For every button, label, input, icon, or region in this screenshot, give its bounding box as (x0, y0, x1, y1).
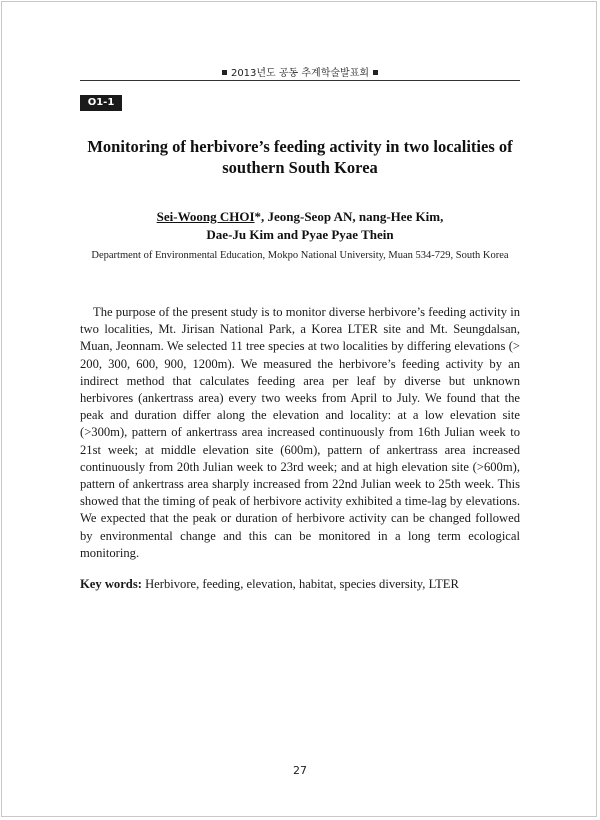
keywords (80, 576, 520, 593)
keywords-label: Key words: (80, 577, 142, 591)
running-header (0, 64, 600, 79)
affiliation: Department of Environmental Education, Mokpo National University, Muan 534-729, South Korea (91, 250, 509, 261)
session-code-badge: O1-1 (80, 95, 122, 111)
author-line-2: Dae-Ju Kim and Pyae Pyae Thein (206, 227, 394, 242)
square-bullet-icon (373, 70, 378, 75)
author-list (70, 208, 530, 244)
presenting-author: Sei-Woong CHOI (156, 209, 255, 224)
header-rule (80, 80, 520, 81)
author-line-1 (70, 208, 530, 226)
keywords-list: Herbivore, feeding, elevation, habitat, species diversity, LTER (145, 577, 459, 591)
abstract-body: The purpose of the present study is to monitor diverse herbivore’s feeding activity in two localities, Mt. Jirisan National Park, a Korea LTER site and Mt. Seungdalsan, Muan, Jeonnam. We selected 11 tree species at two localities by differing elevations (> 200, 300, 600, 900, 1200m). We measured the herbivore’s feeding activity by an indirect method that calculates feeding area per leaf by diverse but unknown herbivores (ankertrass area) every two weeks from April to July. We found that the peak and duration differ along the elevation and locality: at a low elevation site (>300m), pattern of ankertrass area increased continuously from 16th Julian week to 21st week; at middle elevation site (600m), pattern of ankertrass area increased continuously from 20th Julian week to 23rd week; and at high elevation site (>600m), pattern of ankertrass area sharply increased from 22nd Julian week to 25th week. This showed that the timing of peak of herbivore activity exhibited a time-lag by elevations. We expected that the peak or duration of herbivore activity can be changed followed by environmental change and this can be monitored in a long term ecological monitoring. (80, 305, 520, 560)
co-authors-line-1: *, Jeong-Seop AN, nang-Hee Kim, (254, 209, 444, 224)
square-bullet-icon (222, 70, 227, 75)
paper-title: Monitoring of herbivore’s feeding activity in two localities of southern South Korea (87, 137, 513, 177)
page-number: 27 (293, 764, 307, 777)
running-header-title: 2013년도 공동 추계학술발표회 (230, 68, 370, 79)
